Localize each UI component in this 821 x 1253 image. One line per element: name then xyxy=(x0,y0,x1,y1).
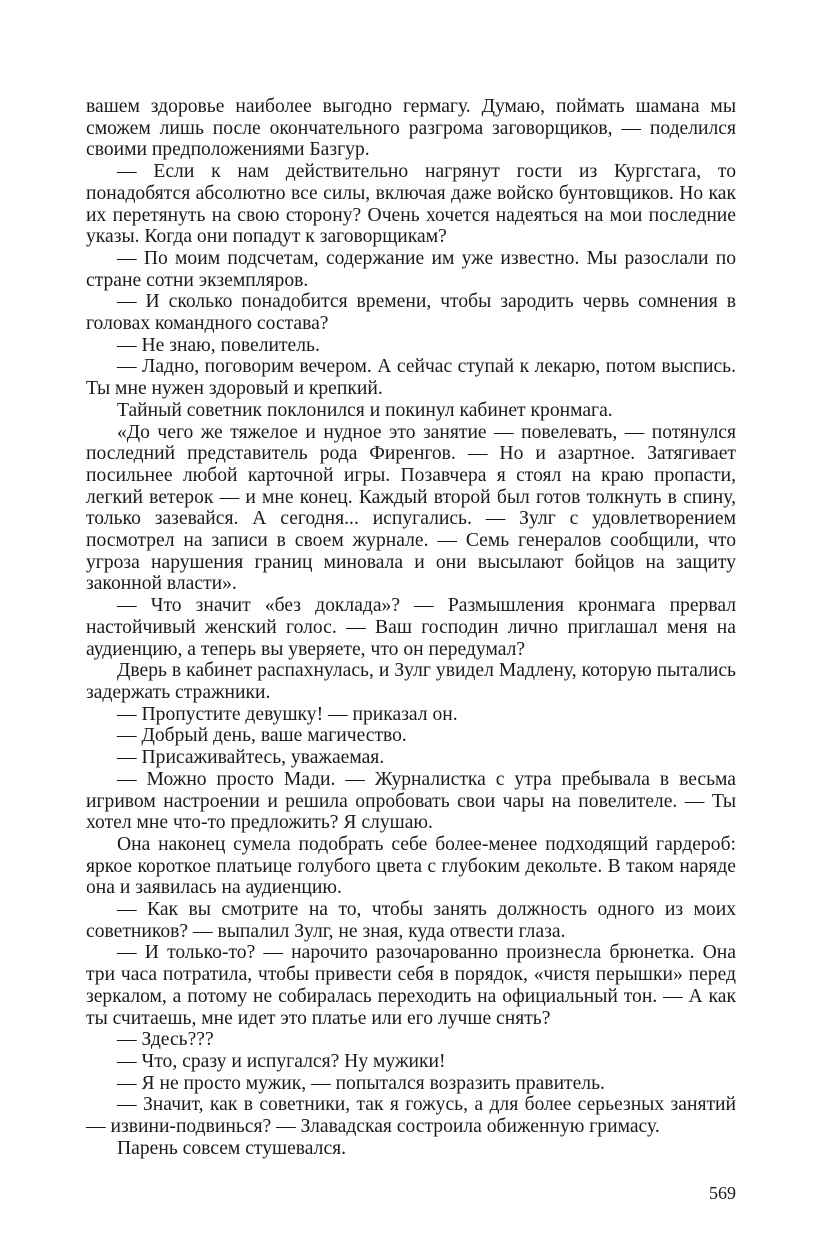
paragraph: — Присаживайтесь, уважаемая. xyxy=(117,747,385,769)
paragraph: Дверь в кабинет распахнулась, и Зулг увидел Мадлену, которую пытались задержать стражники. xyxy=(86,660,736,703)
paragraph: — Значит, как в советники, так я гожусь, а для более серьезных занятий — извини-подвинься? — Злавадская состроила обиженную гримасу. xyxy=(86,1094,736,1138)
paragraph: Она наконец сумела подобрать себе более-менее подходящий гардероб: яркое короткое платьице голубого цвета с глубоким декольте. В таком наряде она и заявилась на аудиенцию. xyxy=(86,833,736,899)
paragraph: — Не знаю, повелитель. xyxy=(117,334,320,356)
paragraph: «До чего же тяжелое и нудное это занятие — повелевать, — потянулся последний представитель рода Фиренгов. — Но и азартное. Затягивает посильнее любой карточной игры. Позавчера я стоял на краю пропасти, легкий ветерок — и мне конец. Каждый второй был готов толкнуть в спину, только зазевайся. А сегодня... испугались. — Зулг с удовлетворением посмотрел на записи в своем журнале. — Семь генералов сообщили, что угроза нарушения границ миновала и они высылают бойцов на защиту законной власти». xyxy=(86,421,736,595)
paragraph: — Что, сразу и испугался? Ну мужики! xyxy=(117,1050,446,1072)
paragraph: — Если к нам действительно нагрянут гости из Кургстага, то понадобятся абсолютно все силы, включая даже войско бунтовщиков. Но как их перетянуть на свою сторону? Очень хочется надеяться на мои последние указы. Когда они попадут к заговорщикам? xyxy=(86,161,736,248)
paragraph: — И сколько понадобится времени, чтобы зародить червь сомнения в головах командного состава? xyxy=(86,291,736,335)
paragraph: — Можно просто Мади. — Журналистка с утра пребывала в весьма игривом настроении и решила опробовать свои чары на повелителе. — Ты хотел мне что-то предложить? Я слушаю. xyxy=(86,768,736,834)
paragraph: — Что значит «без доклада»? — Размышления кронмага прервал настойчивый женский голос. — Ваш господин лично приглашал меня на аудиенцию, а теперь вы уверяете, что он передумал? xyxy=(86,595,736,660)
paragraph: Парень совсем стушевался. xyxy=(117,1137,347,1159)
paragraph: — По моим подсчетам, содержание им уже известно. Мы разослали по стране сотни экземпляров. xyxy=(86,247,736,291)
body-text xyxy=(86,96,736,1159)
paragraph: — И только-то? — нарочито разочарованно произнесла брюнетка. Она три часа потратила, чтобы привести себя в порядок, «чистя перышки» перед зеркалом, а потому не собиралась переходить на официальный тон. — А как ты считаешь, мне идет это платье или его лучше снять? xyxy=(86,942,736,1029)
paragraph: Тайный советник поклонился и покинул кабинет кронмага. xyxy=(117,399,613,421)
paragraph: — Здесь??? xyxy=(117,1029,214,1051)
paragraph: вашем здоровье наиболее выгодно гермагу. Думаю, поймать шамана мы сможем лишь после окончательного разгрома заговорщиков, — поделился своими предположениями Базгур. xyxy=(86,96,736,161)
paragraph: — Ладно, поговорим вечером. А сейчас ступай к лекарю, потом выспись. Ты мне нужен здоровый и крепкий. xyxy=(86,356,736,400)
paragraph: — Пропустите девушку! — приказал он. xyxy=(117,703,458,725)
paragraph: — Добрый день, ваше магичество. xyxy=(117,725,407,747)
paragraph: — Как вы смотрите на то, чтобы занять должность одного из моих советников? — выпалил Зулг, не зная, куда отвести глаза. xyxy=(86,899,736,942)
page-number: 569 xyxy=(709,1183,736,1203)
paragraph: — Я не просто мужик, — попытался возразить правитель. xyxy=(117,1072,605,1094)
